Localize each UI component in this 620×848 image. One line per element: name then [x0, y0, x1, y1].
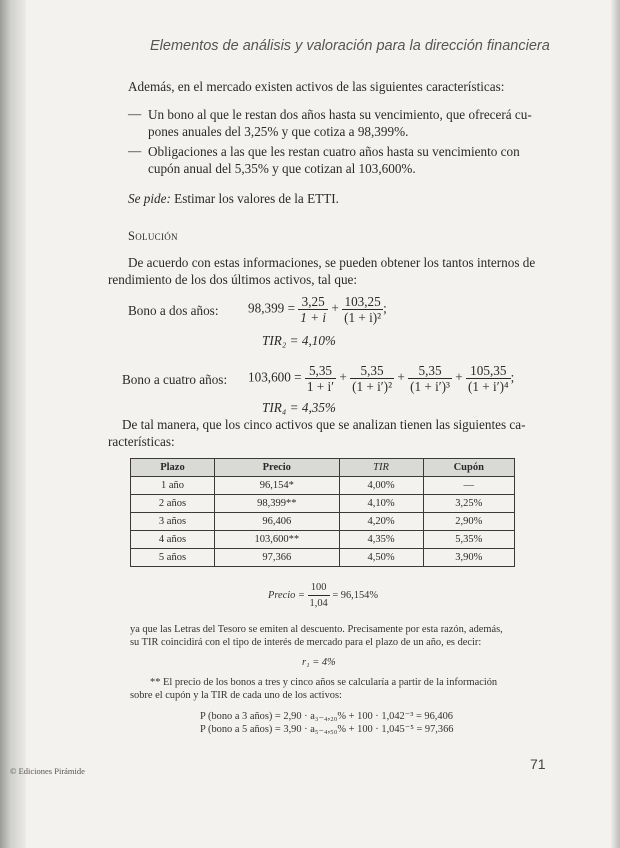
fraction-numerator: 5,35	[350, 363, 394, 379]
eq2-fraction-2	[350, 363, 394, 394]
publisher-footer: © Ediciones Pirámide	[10, 766, 85, 776]
note2-formula-2: P (bono a 5 años) = 3,90 · a₅₋₄,₅₀% + 100 · 1,045⁻⁵ = 97,366	[200, 724, 454, 735]
bullet-dash: —	[128, 106, 142, 121]
table-row	[131, 477, 515, 495]
note1-fraction	[308, 580, 330, 611]
fraction-numerator: 5,35	[408, 363, 452, 379]
fraction-denominator: (1 + i′)³	[410, 379, 450, 394]
plus-sign: +	[331, 300, 339, 316]
table-cell: 4,20%	[339, 513, 423, 531]
fraction-denominator: 1 + i′	[306, 379, 335, 394]
column-header-cupon: Cupón	[423, 459, 514, 477]
bullet-1-line-1: Un bono al que le restan dos años hasta su vencimiento, que ofrecerá cu-	[148, 107, 532, 122]
eq1-fraction-1	[298, 294, 328, 325]
table-cell: 4,35%	[339, 531, 423, 549]
note1-line-1: ya que las Letras del Tesoro se emiten al descuento. Precisamente por esta razón, además,	[130, 624, 503, 635]
table-header-row	[131, 459, 515, 477]
column-header-tir: TIR	[339, 459, 423, 477]
bullet-2-line-2: cupón anual del 5,35% y que cotizan al 103,600%.	[148, 161, 416, 176]
table-cell: 1 año	[131, 477, 215, 495]
table-cell: 4,00%	[339, 477, 423, 495]
fraction-numerator: 5,35	[305, 363, 336, 379]
table-cell: 96,406	[214, 513, 339, 531]
column-header-plazo: Plazo	[131, 459, 215, 477]
page-edge-shadow	[610, 0, 620, 848]
table-cell: 103,600**	[214, 531, 339, 549]
running-title: Elementos de análisis y valoración para la dirección financiera	[150, 38, 550, 54]
eq1-lhs: 98,399 =	[248, 300, 295, 316]
note2-formula-1: P (bono a 3 años) = 2,90 · a₃₋₄,₂₀% + 100 · 1,042⁻³ = 96,406	[200, 711, 453, 722]
bullet-dash: —	[128, 143, 142, 158]
task-text: Estimar los valores de la ETTI.	[174, 191, 339, 206]
eq2-lhs: 103,600 =	[248, 369, 302, 385]
table-cell: 4,50%	[339, 549, 423, 567]
table-cell: 2,90%	[423, 513, 514, 531]
table-row	[131, 531, 515, 549]
fraction-numerator: 3,25	[298, 294, 328, 310]
assets-table	[130, 458, 515, 567]
table-cell: 4 años	[131, 531, 215, 549]
page-gutter-shadow	[0, 0, 26, 848]
eq1-fraction-2	[342, 294, 383, 325]
table-cell: 96,154*	[214, 477, 339, 495]
plus-sign: +	[397, 369, 405, 385]
bullet-2-line-1: Obligaciones a las que les restan cuatro años hasta su vencimiento con	[148, 144, 520, 159]
note1-rhs: = 96,154%	[332, 589, 379, 601]
note1-lhs: Precio =	[268, 589, 305, 601]
table-cell: 3 años	[131, 513, 215, 531]
table-cell: 98,399**	[214, 495, 339, 513]
eq1-result: TIR₂ = 4,10%	[262, 333, 336, 348]
intro-text: Además, en el mercado existen activos de las siguientes características:	[128, 79, 505, 94]
fraction-denominator: (1 + i′)²	[352, 379, 393, 394]
table-cell: 97,366	[214, 549, 339, 567]
summary-line-1: De tal manera, que los cinco activos que se analizan tienen las siguientes ca-	[122, 417, 526, 432]
summary-line-2: racterísticas:	[108, 434, 175, 449]
solution-paragraph-line-1: De acuerdo con estas informaciones, se pueden obtener los tantos internos de	[128, 255, 536, 270]
table-cell: 4,10%	[339, 495, 423, 513]
table-row	[131, 513, 515, 531]
eq2-tail: ;	[510, 369, 515, 385]
note2-line-2: sobre el cupón y la TIR de cada uno de los activos:	[130, 690, 342, 701]
fraction-denominator: 1,04	[309, 598, 328, 609]
eq2-fraction-4	[466, 363, 511, 394]
note1-line-2: su TIR coincidirá con el tipo de interés de mercado para el plazo de un año, es decir:	[130, 637, 482, 648]
eq1-equation	[248, 294, 387, 325]
task-label: Se pide:	[128, 191, 171, 206]
solution-heading: Solución	[128, 229, 178, 243]
fraction-numerator: 103,25	[342, 294, 383, 310]
table-cell: 5,35%	[423, 531, 514, 549]
fraction-denominator: (1 + i′)⁴	[468, 379, 509, 394]
table-cell: 2 años	[131, 495, 215, 513]
eq2-result: TIR₄ = 4,35%	[262, 400, 336, 415]
task-statement	[128, 190, 339, 207]
fraction-denominator: 1 + i	[300, 310, 327, 325]
plus-sign: +	[455, 369, 463, 385]
table-cell: —	[423, 477, 514, 495]
eq2-fraction-3	[408, 363, 452, 394]
table-cell: 5 años	[131, 549, 215, 567]
eq2-equation	[248, 363, 514, 394]
table-row	[131, 549, 515, 567]
solution-paragraph-line-2: rendimiento de los dos últimos activos, tal que:	[108, 272, 358, 287]
column-header-precio: Precio	[214, 459, 339, 477]
table-cell: 3,90%	[423, 549, 514, 567]
eq1-tail: ;	[383, 300, 387, 316]
plus-sign: +	[339, 369, 347, 385]
eq2-label: Bono a cuatro años:	[122, 372, 228, 387]
note2-line-1: ** El precio de los bonos a tres y cinco años se calcularía a partir de la información	[150, 677, 498, 688]
table-cell: 3,25%	[423, 495, 514, 513]
fraction-denominator: (1 + i)²	[344, 310, 382, 325]
eq2-fraction-1	[305, 363, 336, 394]
fraction-numerator: 105,35	[466, 363, 511, 379]
note1-formula	[268, 580, 378, 611]
table-row	[131, 495, 515, 513]
fraction-numerator: 100	[308, 580, 330, 596]
eq1-label: Bono a dos años:	[128, 303, 219, 318]
note1-r1-formula: r₁ = 4%	[302, 657, 336, 668]
page-number: 71	[530, 756, 546, 772]
bullet-1-line-2: pones anuales del 3,25% y que cotiza a 98,399%.	[148, 124, 409, 139]
